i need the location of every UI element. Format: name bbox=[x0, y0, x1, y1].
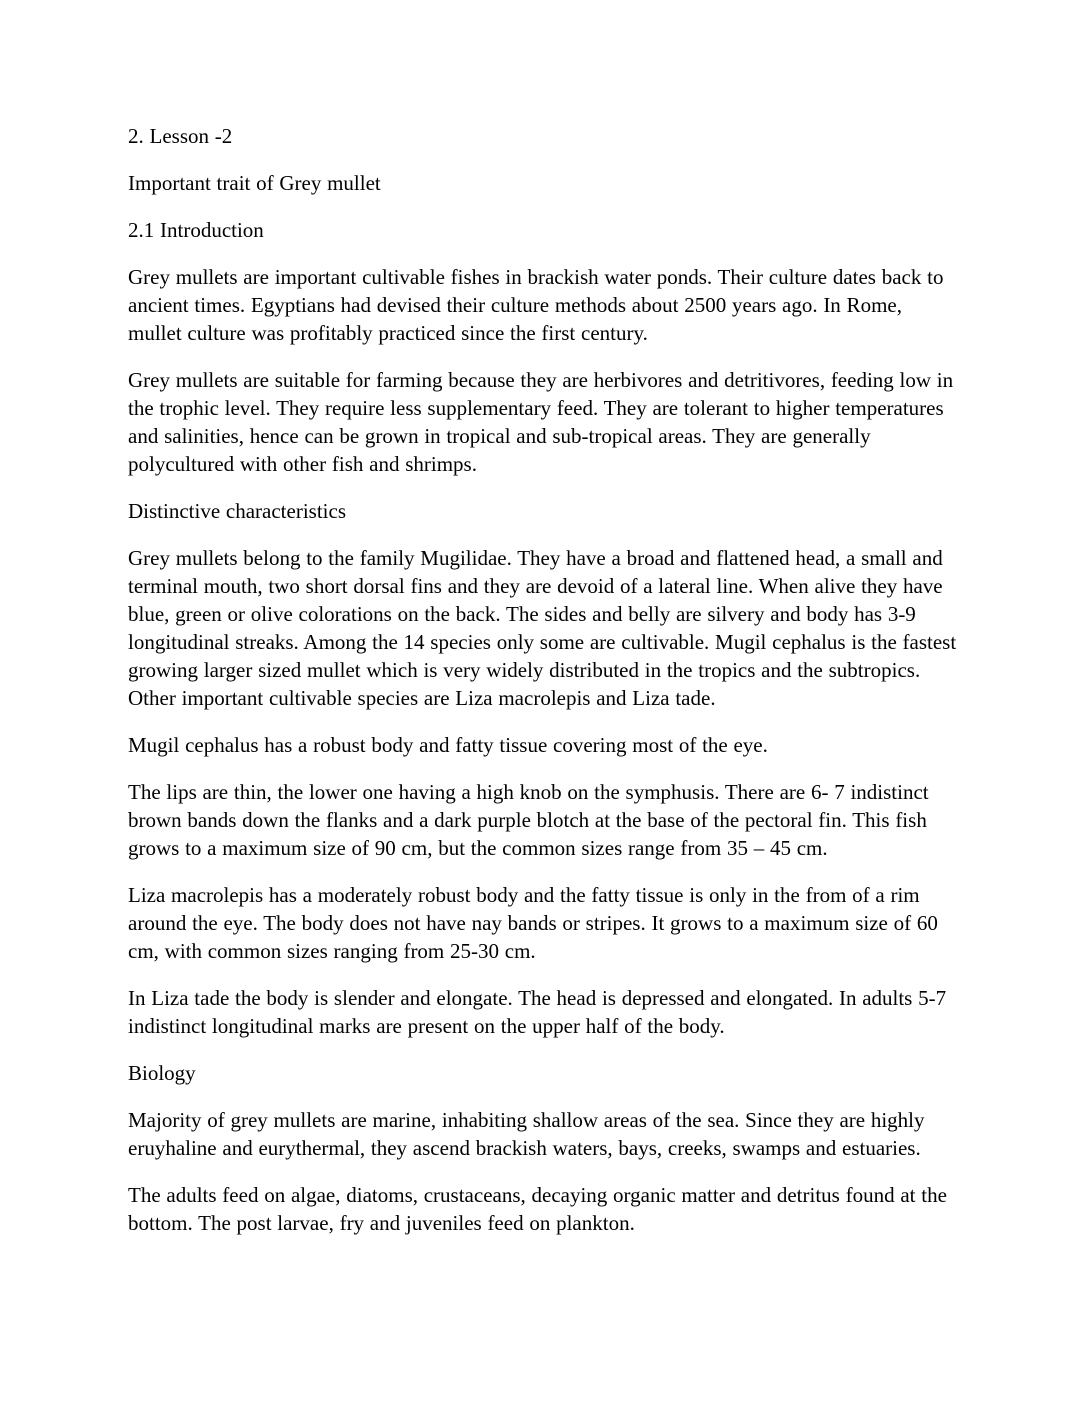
paragraph-liza-tade: In Liza tade the body is slender and elongate. The head is depressed and elongated. In adults 5-7 indistinct longitudinal marks are present on the upper half of the body. bbox=[128, 986, 947, 1038]
paragraph-biology-2: The adults feed on algae, diatoms, crustaceans, decaying organic matter and detritus found at the bottom. The post larvae, fry and juveniles feed on plankton. bbox=[128, 1183, 947, 1235]
lesson-number-heading: 2. Lesson -2 bbox=[128, 124, 233, 148]
paragraph-biology-1: Majority of grey mullets are marine, inhabiting shallow areas of the sea. Since they are highly eruyhaline and eurythermal, they ascend brackish waters, bays, creeks, swamps and estuaries. bbox=[128, 1108, 925, 1160]
section-heading-distinctive-characteristics: Distinctive characteristics bbox=[128, 499, 346, 523]
lesson-title: Important trait of Grey mullet bbox=[128, 171, 381, 195]
paragraph-mugil-cephalus-2: The lips are thin, the lower one having a high knob on the symphusis. There are 6- 7 indistinct brown bands down the flanks and a dark purple blotch at the base of the pectoral fin. This fish grows to a maximum size of 90 cm, but the common sizes range from 35 – 45 cm. bbox=[128, 780, 929, 860]
paragraph-mugil-cephalus-1: Mugil cephalus has a robust body and fatty tissue covering most of the eye. bbox=[128, 733, 768, 757]
paragraph-introduction-2: Grey mullets are suitable for farming because they are herbivores and detritivores, feeding low in the trophic level. They require less supplementary feed. They are tolerant to higher temperatures and salinities, hence can be grown in tropical and sub-tropical areas. They are generally polycultured with other fish and shrimps. bbox=[128, 368, 954, 476]
paragraph-introduction-1: Grey mullets are important cultivable fishes in brackish water ponds. Their culture dates back to ancient times. Egyptians had devised their culture methods about 2500 years ago. In Rome, mullet culture was profitably practiced since the first century. bbox=[128, 265, 944, 345]
paragraph-liza-macrolepis: Liza macrolepis has a moderately robust body and the fatty tissue is only in the from of a rim around the eye. The body does not have nay bands or stripes. It grows to a maximum size of 60 cm, with common sizes ranging from 25-30 cm. bbox=[128, 883, 938, 963]
section-heading-introduction: 2.1 Introduction bbox=[128, 218, 264, 242]
section-heading-biology: Biology bbox=[128, 1061, 196, 1085]
paragraph-characteristics-1: Grey mullets belong to the family Mugilidae. They have a broad and flattened head, a small and terminal mouth, two short dorsal fins and they are devoid of a lateral line. When alive they have blue, green or olive colorations on the back. The sides and belly are silvery and body has 3-9 longitudinal streaks. Among the 14 species only some are cultivable. Mugil cephalus is the fastest growing larger sized mullet which is very widely distributed in the tropics and the subtropics. Other important cultivable species are Liza macrolepis and Liza tade. bbox=[128, 546, 957, 710]
